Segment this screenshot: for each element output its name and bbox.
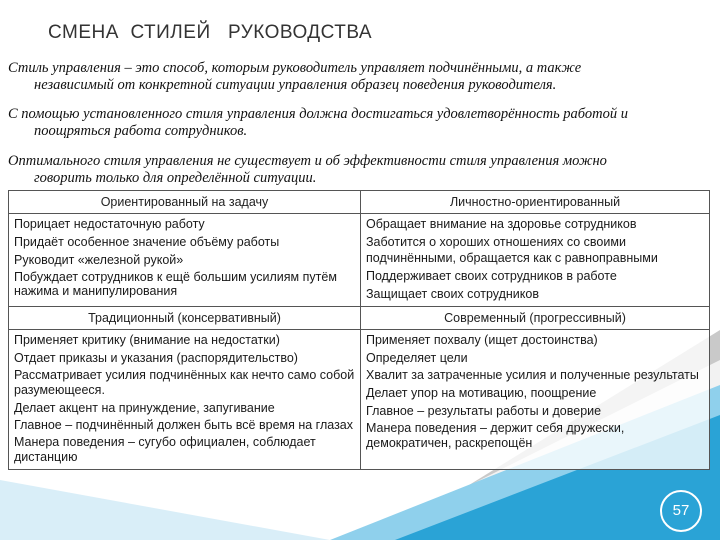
list-item: Делает акцент на принуждение, запугивание [14,401,275,415]
header-task-oriented: Ориентированный на задачу [9,191,361,214]
list-item: Заботится о хороших отношениях со своими подчинёнными, обращается как с равноправными [366,235,658,265]
paragraph-line: поощряться работа сотрудников. [34,123,248,139]
list-item: Руководит «железной рукой» [14,253,184,267]
header-traditional: Традиционный (консервативный) [9,307,361,330]
list-item: Хвалит за затраченные усилия и полученные результаты [366,368,699,382]
list-item: Побуждает сотрудников к ещё большим усилиям путём нажима и манипулирования [14,270,337,298]
table-header-row [9,307,710,330]
paragraph-line: говорить только для определённой ситуации. [34,170,317,186]
header-modern: Современный (прогрессивный) [361,307,710,330]
list-item: Поддерживает своих сотрудников в работе [366,269,617,283]
paragraph-line: независимый от конкретной ситуации управления образец поведения руководителя. [34,77,557,93]
list-item: Отдает приказы и указания (распорядительство) [14,351,298,365]
paragraph-optimal [8,153,708,187]
list-item: Применяет критику (внимание на недостатки) [14,333,280,347]
table-row [9,214,710,307]
traditional-list [9,330,361,470]
list-item: Манера поведения – сугубо официален, соблюдает дистанцию [14,435,316,464]
list-item: Главное – результаты работы и доверие [366,404,602,418]
page-number-badge: 57 [660,490,702,532]
list-item: Порицает недостаточную работу [14,217,205,231]
styles-comparison-table [8,190,710,470]
list-item: Обращает внимание на здоровье сотрудников [366,217,637,231]
modern-list [361,330,710,470]
person-oriented-list [361,214,710,307]
paragraph-purpose [8,106,708,140]
paragraph-line: Оптимального стиля управления не существует и об эффективности стиля управления можно [8,153,607,169]
list-item: Определяет цели [366,351,468,365]
list-item: Делает упор на мотивацию, поощрение [366,386,597,400]
paragraph-line: С помощью установленного стиля управления должна достигаться удовлетворённость работой и [8,106,628,122]
list-item: Применяет похвалу (ищет достоинства) [366,333,598,347]
paragraph-line: Стиль управления – это способ, которым руководитель управляет подчинёнными, а также [8,60,582,76]
table-header-row [9,191,710,214]
header-person-oriented: Личностно-ориентированный [361,191,710,214]
list-item: Защищает своих сотрудников [366,287,539,301]
list-item: Придаёт особенное значение объёму работы [14,235,280,249]
paragraph-definition [8,60,708,94]
page-title: СМЕНА СТИЛЕЙ РУКОВОДСТВА [48,22,373,43]
task-oriented-list [9,214,361,307]
list-item: Рассматривает усилия подчинённых как нечто само собой разумеющееся. [14,368,355,397]
table-row [9,330,710,470]
list-item: Манера поведения – держит себя дружески, демократичен, раскрепощён [366,421,625,450]
list-item: Главное – подчинённый должен быть всё время на глазах [14,418,354,432]
blue-stripe-left [0,480,330,540]
